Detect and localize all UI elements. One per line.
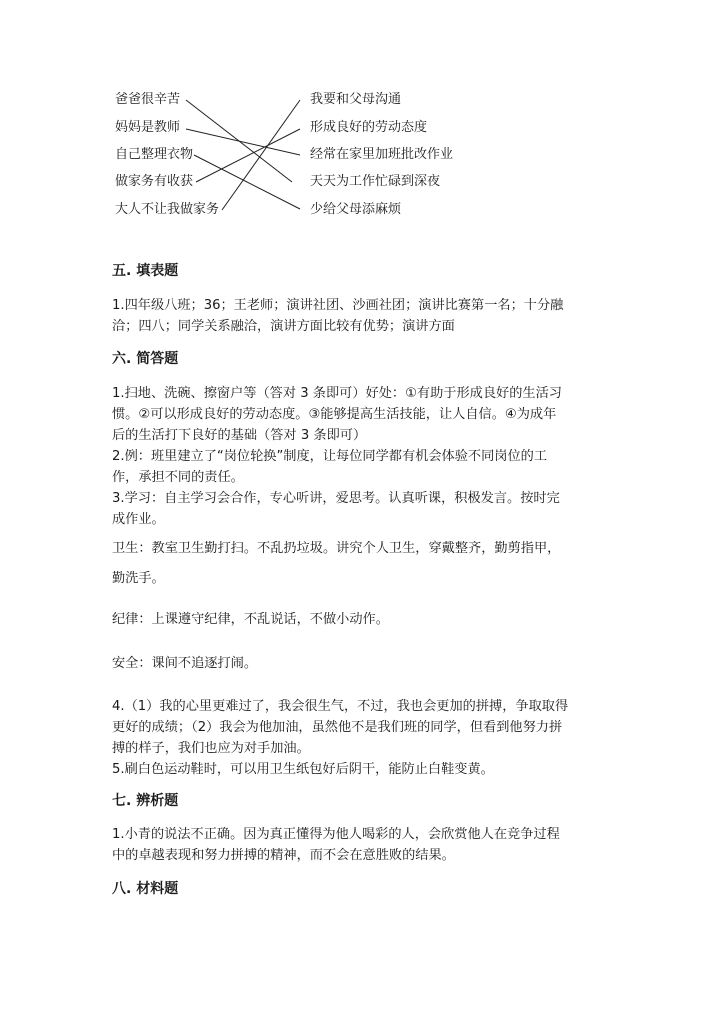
text-line: 洽；四八；同学关系融洽，演讲方面比较有优势；演讲方面 [112,319,455,334]
text-line: 勤洗手。 [112,571,165,586]
section-heading-material: 八. 材料题 [112,881,179,897]
left-item-3: 自己整理衣物 [115,147,194,162]
right-item-5: 少给父母添麻烦 [310,202,402,217]
safety-paragraph [112,653,612,674]
analysis-answer [112,824,612,866]
text-line: 5.刷白色运动鞋时，可以用卫生纸包好后阴干，能防止白鞋变黄。 [112,762,494,777]
text-line: 1.四年级八班；36；王老师；演讲社团、沙画社团；演讲比赛第一名；十分融 [112,298,564,313]
right-item-4: 天天为工作忙碌到深夜 [310,174,441,189]
section-heading-short-answer: 六. 简答题 [112,351,179,367]
text-line: 成作业。 [112,512,165,527]
matching-exercise [0,0,720,240]
right-item-2: 形成良好的劳动态度 [310,120,428,135]
fill-table-answer [112,295,612,337]
text-line: 纪律：上课遵守纪律，不乱说话，不做小动作。 [112,612,389,627]
text-line: 更好的成绩；（2）我会为他加油，虽然他不是我们班的同学，但看到他努力拼 [112,720,563,735]
match-line-5 [222,100,300,210]
short-answer-block-2 [112,696,612,780]
text-line: 安全：课间不追逐打闹。 [112,656,258,671]
text-line: 惯。②可以形成良好的劳动态度。③能够提高生活技能，让人自信。④为成年 [112,407,557,422]
text-line: 卫生：教室卫生勤打扫。不乱扔垃圾。讲究个人卫生，穿戴整齐，勤剪指甲， [112,541,561,556]
text-line: 1.扫地、洗碗、擦窗户等（答对 3 条即可）好处：①有助于形成良好的生活习 [112,386,562,401]
section-heading-analysis: 七. 辨析题 [112,793,179,809]
text-line: 后的生活打下良好的基础（答对 3 条即可） [112,428,367,443]
text-line: 2.例：班里建立了“岗位轮换”制度，让每位同学都有机会体验不同岗位的工 [112,449,548,464]
text-line: 3.学习：自主学习会合作，专心听讲，爱思考。认真听课，积极发言。按时完 [112,491,560,506]
discipline-paragraph [112,609,612,630]
left-item-1: 爸爸很辛苦 [115,92,181,107]
left-item-5: 大人不让我做家务 [115,202,220,217]
left-item-2: 妈妈是教师 [115,120,181,135]
hygiene-paragraph [112,534,612,594]
match-line-2 [186,129,300,155]
text-line: 1.小青的说法不正确。因为真正懂得为他人喝彩的人，会欣赏他人在竞争过程 [112,827,560,842]
short-answer-block-1 [112,383,612,530]
right-item-3: 经常在家里加班批改作业 [310,147,454,162]
text-line: 4.（1）我的心里更难过了，我会很生气，不过，我也会更加的拼搏，争取取得 [112,699,569,714]
left-item-4: 做家务有收获 [115,174,194,189]
text-line: 作，承担不同的责任。 [112,470,244,485]
text-line: 搏的样子，我们也应为对手加油。 [112,741,310,756]
match-line-3 [194,155,300,209]
right-item-1: 我要和父母沟通 [310,92,402,107]
text-line: 中的卓越表现和努力拼搏的精神，而不会在意胜败的结果。 [112,848,455,863]
section-heading-fill-table: 五. 填表题 [112,263,179,279]
